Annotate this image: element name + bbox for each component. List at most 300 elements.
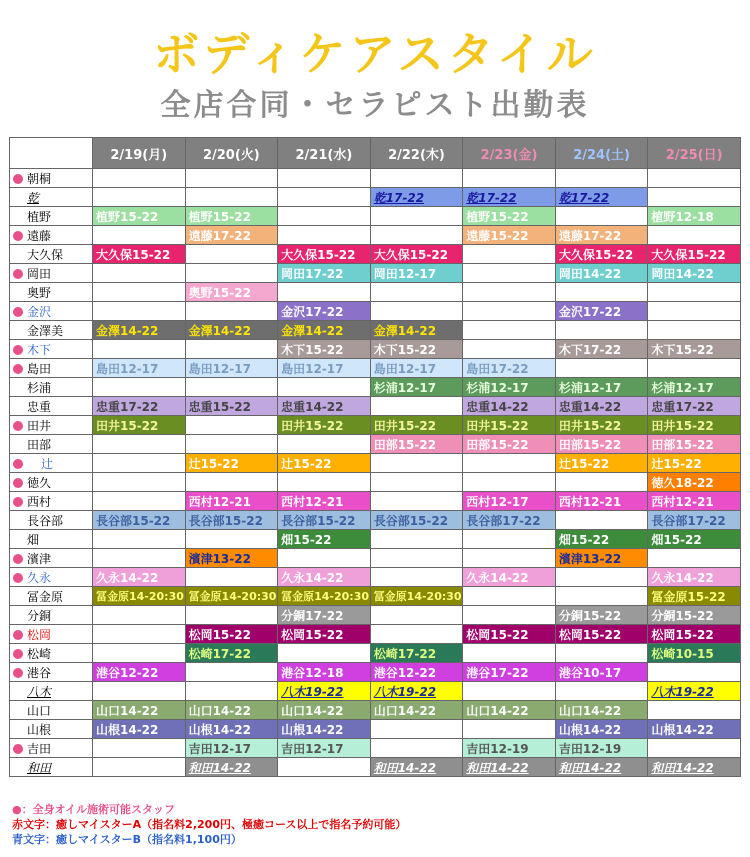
shift-cell: 田部15-22 [648, 435, 741, 454]
shift-cell: 田部15-22 [463, 435, 556, 454]
staff-name: 西村 [27, 494, 52, 509]
staff-row [10, 663, 741, 682]
staff-name: 濱津 [27, 551, 52, 566]
staff-name: 田井 [27, 418, 52, 433]
shift-cell [93, 169, 186, 188]
shift-cell [185, 416, 278, 435]
shift-cell: 冨金原15-22 [648, 587, 741, 606]
shift-cell: 田井15-22 [278, 416, 371, 435]
staff-name-cell [10, 416, 93, 435]
shift-cell: 遠藤15-22 [463, 226, 556, 245]
shift-cell [370, 720, 463, 739]
shift-cell: 松岡15-22 [278, 625, 371, 644]
shift-cell [278, 549, 371, 568]
shift-cell: 久永14-22 [648, 568, 741, 587]
shift-cell: 植野15-22 [185, 207, 278, 226]
shift-cell [93, 302, 186, 321]
staff-name-cell [10, 169, 93, 188]
shift-cell: 山口14-22 [185, 701, 278, 720]
page-subtitle: 全店合同・セラピスト出勤表 [160, 88, 590, 123]
oil-dot-icon [13, 421, 23, 431]
staff-name: 田部 [27, 437, 52, 452]
schedule-table [9, 137, 741, 777]
shift-cell: 大久保15-22 [370, 245, 463, 264]
shift-cell [278, 169, 371, 188]
shift-cell: 木下17-22 [555, 340, 648, 359]
shift-cell: 金澤14-22 [93, 321, 186, 340]
shift-cell [555, 568, 648, 587]
shift-cell [278, 758, 371, 777]
shift-cell: 山口14-22 [93, 701, 186, 720]
legend-line-1: ●：全身オイル施術可能スタッフ [12, 803, 176, 816]
shift-cell: 和田14-22 [185, 758, 278, 777]
staff-row [10, 169, 741, 188]
shift-cell: 久永14-22 [93, 568, 186, 587]
staff-name-cell [10, 682, 93, 701]
staff-row [10, 720, 741, 739]
shift-cell [555, 587, 648, 606]
shift-cell [463, 169, 556, 188]
staff-name-cell [10, 758, 93, 777]
staff-name-cell [10, 492, 93, 511]
shift-cell: 西村12-21 [555, 492, 648, 511]
staff-name-cell [10, 264, 93, 283]
shift-cell: 松岡15-22 [185, 625, 278, 644]
shift-cell: 金澤14-22 [278, 321, 371, 340]
shift-cell: 木下15-22 [648, 340, 741, 359]
shift-cell [93, 530, 186, 549]
staff-name-cell [10, 606, 93, 625]
shift-cell [278, 378, 371, 397]
shift-cell [93, 549, 186, 568]
shift-cell: 乾17-22 [555, 188, 648, 207]
staff-name: 忠重 [27, 399, 52, 414]
shift-cell: 田井15-22 [463, 416, 556, 435]
legend-line-2: 赤文字：癒しマイスターA（指名料2,200円、極癒コース以上で指名予約可能） [12, 818, 407, 831]
staff-name-cell [10, 644, 93, 663]
shift-cell: 畑15-22 [648, 530, 741, 549]
shift-cell: 田井15-22 [370, 416, 463, 435]
shift-cell [278, 226, 371, 245]
shift-cell [463, 302, 556, 321]
staff-name: 山口 [27, 703, 52, 718]
shift-cell [555, 682, 648, 701]
shift-cell: 山口14-22 [555, 701, 648, 720]
staff-name-cell [10, 340, 93, 359]
shift-cell [370, 739, 463, 758]
shift-cell [555, 169, 648, 188]
shift-cell: 乾17-22 [463, 188, 556, 207]
shift-cell: 長谷部17-22 [463, 511, 556, 530]
shift-cell: 植野12-18 [648, 207, 741, 226]
staff-row [10, 549, 741, 568]
shift-cell: 和田14-22 [463, 758, 556, 777]
staff-row [10, 340, 741, 359]
shift-cell [93, 226, 186, 245]
shift-cell [555, 321, 648, 340]
shift-cell [463, 549, 556, 568]
shift-cell [648, 739, 741, 758]
shift-cell: 大久保15-22 [93, 245, 186, 264]
oil-dot-icon [13, 307, 23, 317]
shift-cell: 金沢17-22 [278, 302, 371, 321]
staff-name: 島田 [27, 361, 52, 376]
shift-cell: 忠重14-22 [463, 397, 556, 416]
shift-cell: 港谷17-22 [463, 663, 556, 682]
staff-name: 辻 [41, 456, 54, 471]
shift-cell [370, 397, 463, 416]
staff-name-cell [10, 245, 93, 264]
shift-cell [370, 530, 463, 549]
oil-dot-icon [13, 554, 23, 564]
shift-cell: 冨金原14-20:30 [370, 587, 463, 606]
staff-name-cell [10, 454, 93, 473]
shift-cell [185, 663, 278, 682]
shift-cell: 吉田12-19 [555, 739, 648, 758]
shift-cell [278, 188, 371, 207]
shift-cell [185, 245, 278, 264]
staff-row [10, 226, 741, 245]
shift-cell: 八木19-22 [370, 682, 463, 701]
shift-cell: 田井15-22 [555, 416, 648, 435]
shift-cell: 港谷10-17 [555, 663, 648, 682]
shift-cell [93, 758, 186, 777]
shift-cell [648, 169, 741, 188]
shift-cell: 島田12-17 [370, 359, 463, 378]
shift-cell [370, 226, 463, 245]
shift-cell [463, 720, 556, 739]
shift-cell: 杉浦12-17 [370, 378, 463, 397]
staff-name: 金澤美 [27, 323, 64, 338]
shift-cell [648, 283, 741, 302]
shift-cell: 港谷12-22 [370, 663, 463, 682]
shift-cell: 大久保15-22 [555, 245, 648, 264]
staff-name-cell [10, 530, 93, 549]
staff-name: 植野 [27, 209, 52, 224]
staff-row [10, 397, 741, 416]
shift-cell [463, 530, 556, 549]
oil-dot-icon [13, 630, 23, 640]
shift-cell: 冨金原14-20:30 [278, 587, 371, 606]
day-header: 2/21(水) [278, 138, 371, 169]
shift-cell: 田部15-22 [370, 435, 463, 454]
shift-cell: 辻15-22 [185, 454, 278, 473]
staff-name-cell [10, 378, 93, 397]
staff-name-cell [10, 435, 93, 454]
staff-name: 分銅 [27, 608, 52, 623]
shift-cell [463, 245, 556, 264]
staff-row [10, 530, 741, 549]
page-title: ボディケアスタイル [153, 27, 597, 81]
staff-name-cell [10, 188, 93, 207]
shift-cell [555, 644, 648, 663]
shift-cell [463, 606, 556, 625]
shift-cell: 西村12-21 [185, 492, 278, 511]
staff-row [10, 378, 741, 397]
shift-cell: 冨金原14-20:30 [93, 587, 186, 606]
shift-cell: 遠藤17-22 [555, 226, 648, 245]
staff-row [10, 606, 741, 625]
shift-cell: 島田12-17 [278, 359, 371, 378]
shift-cell: 吉田12-17 [185, 739, 278, 758]
shift-cell [463, 473, 556, 492]
shift-cell [93, 492, 186, 511]
shift-cell [370, 207, 463, 226]
oil-dot-icon [13, 364, 23, 374]
shift-cell [93, 644, 186, 663]
shift-cell: 久永14-22 [463, 568, 556, 587]
shift-cell [370, 473, 463, 492]
staff-name-cell [10, 739, 93, 758]
staff-name-cell [10, 587, 93, 606]
shift-cell: 松崎17-22 [185, 644, 278, 663]
shift-cell: 松岡15-22 [463, 625, 556, 644]
day-header: 2/23(金) [463, 138, 556, 169]
shift-cell: 松崎10-15 [648, 644, 741, 663]
shift-cell: 岡田12-17 [370, 264, 463, 283]
staff-name: 久永 [27, 570, 52, 585]
shift-cell: 山口14-22 [370, 701, 463, 720]
shift-cell: 長谷部17-22 [648, 511, 741, 530]
shift-cell: 山口14-22 [463, 701, 556, 720]
staff-name: 奥野 [27, 285, 52, 300]
shift-cell: 植野15-22 [463, 207, 556, 226]
oil-dot-icon [13, 345, 23, 355]
shift-cell [93, 473, 186, 492]
shift-cell: 乾17-22 [370, 188, 463, 207]
shift-cell: 大久保15-22 [648, 245, 741, 264]
schedule-body [10, 169, 741, 777]
shift-cell [185, 264, 278, 283]
shift-cell: 西村12-21 [278, 492, 371, 511]
shift-cell [278, 283, 371, 302]
shift-cell [370, 549, 463, 568]
staff-name: 大久保 [27, 247, 64, 262]
shift-cell [648, 663, 741, 682]
staff-row [10, 568, 741, 587]
shift-cell: 西村12-17 [463, 492, 556, 511]
shift-cell: 畑15-22 [555, 530, 648, 549]
shift-cell [185, 530, 278, 549]
shift-cell: 岡田14-22 [555, 264, 648, 283]
shift-cell: 辻15-22 [278, 454, 371, 473]
staff-name: 木下 [27, 342, 52, 357]
shift-cell [555, 473, 648, 492]
staff-row [10, 492, 741, 511]
day-header: 2/22(木) [370, 138, 463, 169]
shift-cell: 忠重15-22 [185, 397, 278, 416]
shift-cell: 和田14-22 [555, 758, 648, 777]
shift-cell: 金澤14-22 [185, 321, 278, 340]
staff-name: 八木 [27, 684, 52, 699]
shift-cell [278, 207, 371, 226]
shift-cell: 遠藤17-22 [185, 226, 278, 245]
staff-name-cell [10, 663, 93, 682]
shift-cell: 濱津13-22 [185, 549, 278, 568]
shift-cell [648, 226, 741, 245]
staff-name: 吉田 [27, 741, 52, 756]
staff-name-cell [10, 397, 93, 416]
shift-cell [93, 606, 186, 625]
staff-row [10, 644, 741, 663]
shift-cell: 分銅15-22 [555, 606, 648, 625]
staff-row [10, 739, 741, 758]
shift-cell: 忠重14-22 [555, 397, 648, 416]
shift-cell: 長谷部15-22 [185, 511, 278, 530]
shift-cell: 徳久18-22 [648, 473, 741, 492]
shift-cell [278, 644, 371, 663]
shift-cell [555, 207, 648, 226]
day-header: 2/24(土) [555, 138, 648, 169]
shift-cell [185, 435, 278, 454]
staff-name: 港谷 [27, 665, 52, 680]
shift-cell: 田部15-22 [555, 435, 648, 454]
staff-row [10, 682, 741, 701]
staff-name: 朝桐 [27, 171, 52, 186]
shift-cell: 岡田17-22 [278, 264, 371, 283]
staff-row [10, 359, 741, 378]
staff-name: 金沢 [27, 304, 52, 319]
shift-cell [185, 606, 278, 625]
shift-cell [370, 169, 463, 188]
shift-cell [648, 701, 741, 720]
shift-cell: 長谷部15-22 [370, 511, 463, 530]
staff-name: 畑 [27, 532, 40, 547]
shift-cell: 和田14-22 [370, 758, 463, 777]
shift-cell: 山根14-22 [648, 720, 741, 739]
shift-cell: 畑15-22 [278, 530, 371, 549]
shift-cell [648, 359, 741, 378]
staff-name: 遠藤 [27, 228, 52, 243]
day-header: 2/20(火) [185, 138, 278, 169]
shift-cell [93, 625, 186, 644]
shift-cell: 和田14-22 [648, 758, 741, 777]
shift-cell [93, 739, 186, 758]
shift-cell: 長谷部15-22 [278, 511, 371, 530]
staff-name: 徳久 [27, 475, 52, 490]
staff-name-cell [10, 549, 93, 568]
shift-cell [93, 378, 186, 397]
shift-cell: 田井15-22 [93, 416, 186, 435]
staff-row [10, 283, 741, 302]
shift-cell: 松岡15-22 [648, 625, 741, 644]
shift-cell: 濱津13-22 [555, 549, 648, 568]
oil-dot-icon [13, 668, 23, 678]
staff-row [10, 587, 741, 606]
shift-cell [93, 283, 186, 302]
shift-cell [370, 302, 463, 321]
staff-name: 松崎 [27, 646, 52, 661]
shift-cell: 木下15-22 [370, 340, 463, 359]
shift-cell [555, 511, 648, 530]
schedule-header-row [10, 138, 741, 169]
shift-cell: 辻15-22 [648, 454, 741, 473]
shift-cell: 島田17-22 [463, 359, 556, 378]
staff-name: 松岡 [27, 627, 52, 642]
staff-row [10, 758, 741, 777]
legend-line-3: 青文字：癒しマイスターB（指名料1,100円） [12, 833, 242, 846]
shift-cell [648, 549, 741, 568]
staff-name: 山根 [27, 722, 52, 737]
shift-cell [185, 188, 278, 207]
shift-cell [93, 264, 186, 283]
shift-cell [648, 302, 741, 321]
shift-cell: 港谷12-18 [278, 663, 371, 682]
staff-name-cell [10, 302, 93, 321]
staff-row [10, 435, 741, 454]
oil-dot-icon [13, 174, 23, 184]
staff-row [10, 701, 741, 720]
shift-cell: 大久保15-22 [278, 245, 371, 264]
shift-cell [185, 473, 278, 492]
shift-cell: 山根14-22 [93, 720, 186, 739]
shift-cell [555, 283, 648, 302]
staff-name: 杉浦 [27, 380, 52, 395]
shift-cell [185, 340, 278, 359]
staff-name-cell [10, 473, 93, 492]
oil-dot-icon [13, 573, 23, 583]
staff-name: 冨金原 [27, 589, 64, 604]
shift-cell [555, 359, 648, 378]
shift-cell: 金沢17-22 [555, 302, 648, 321]
staff-name-cell [10, 720, 93, 739]
staff-name: 長谷部 [27, 513, 64, 528]
shift-cell: 分銅15-22 [648, 606, 741, 625]
shift-cell: 杉浦12-17 [648, 378, 741, 397]
shift-cell [93, 682, 186, 701]
staff-row [10, 188, 741, 207]
shift-cell [93, 188, 186, 207]
shift-cell [93, 340, 186, 359]
shift-cell [463, 283, 556, 302]
staff-name-cell [10, 701, 93, 720]
shift-cell [185, 682, 278, 701]
oil-dot-icon [13, 231, 23, 241]
shift-cell [185, 378, 278, 397]
shift-cell: 山根14-22 [185, 720, 278, 739]
staff-name-cell [10, 226, 93, 245]
staff-name-cell [10, 568, 93, 587]
staff-row [10, 207, 741, 226]
staff-name: 和田 [27, 760, 52, 775]
shift-cell: 植野15-22 [93, 207, 186, 226]
shift-cell: 金澤14-22 [370, 321, 463, 340]
shift-cell [278, 473, 371, 492]
oil-dot-icon [13, 478, 23, 488]
shift-cell: 久永14-22 [278, 568, 371, 587]
staff-row [10, 302, 741, 321]
shift-cell: 松岡15-22 [555, 625, 648, 644]
staff-row [10, 511, 741, 530]
shift-cell [93, 454, 186, 473]
shift-cell: 山口14-22 [278, 701, 371, 720]
shift-cell [185, 568, 278, 587]
shift-cell [463, 264, 556, 283]
shift-cell: 八木19-22 [278, 682, 371, 701]
shift-cell [278, 435, 371, 454]
shift-cell: 山根14-22 [555, 720, 648, 739]
shift-cell: 八木19-22 [648, 682, 741, 701]
shift-cell: 西村12-21 [648, 492, 741, 511]
shift-cell [185, 302, 278, 321]
shift-cell: 忠重14-22 [278, 397, 371, 416]
shift-cell [370, 568, 463, 587]
staff-name-cell [10, 511, 93, 530]
staff-row [10, 245, 741, 264]
oil-dot-icon [13, 459, 23, 469]
shift-cell: 田井15-22 [648, 416, 741, 435]
staff-row [10, 454, 741, 473]
